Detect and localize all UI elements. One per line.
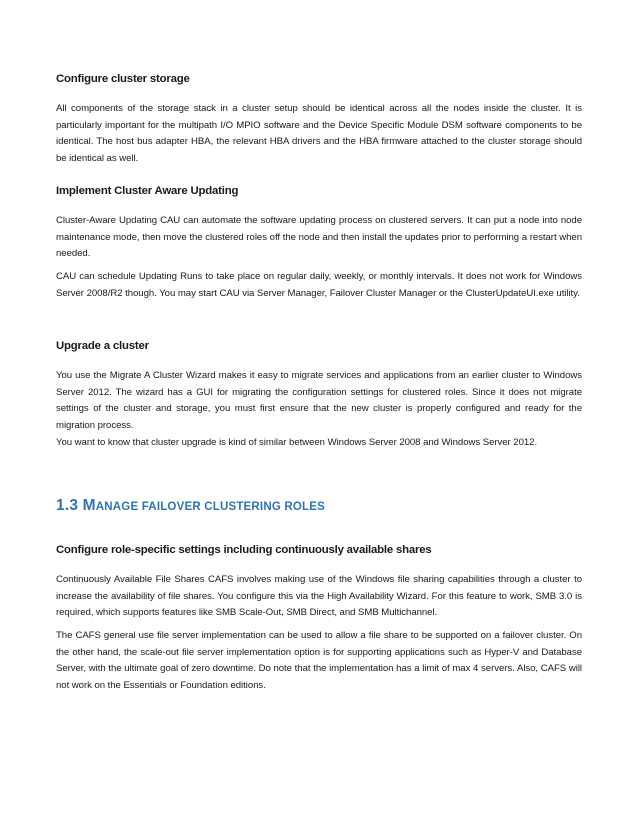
chapter-title xyxy=(56,497,325,515)
chapter-title-initial: M xyxy=(82,497,96,514)
paragraph: Cluster-Aware Updating CAU can automate the software updating process on clustered servers. It can put a node into node maintenance mode, then move the clustered roles off the node and then install the updates prior to performing a restart when needed. xyxy=(56,215,582,259)
paragraph: All components of the storage stack in a cluster setup should be identical across all the nodes inside the cluster. It is particularly important for the multipath I/O MPIO software and the Device Specific Module DSM software components to be identical. The host bus adapter HBA, the relevant HBA drivers and the HBA firmware attached to the cluster storage should be identical as well. xyxy=(56,103,582,164)
chapter-number: 1.3 xyxy=(56,497,79,514)
heading-role-specific-settings: Configure role-specific settings including continuously available shares xyxy=(56,544,432,556)
paragraph: You use the Migrate A Cluster Wizard makes it easy to migrate services and applications from an earlier cluster to Windows Server 2012. The wizard has a GUI for migrating the configuration settings for clustered roles. Since it does not migrate settings of the cluster and storage, you must first ensure that the new cluster is properly configured and ready for the migration process. xyxy=(56,370,582,431)
paragraph: You want to know that cluster upgrade is kind of similar between Windows Server 2008 and Windows Server 2012. xyxy=(56,437,538,448)
chapter-title-rest: ANAGE FAILOVER CLUSTERING ROLES xyxy=(95,501,325,513)
paragraph: The CAFS general use file server implementation can be used to allow a file share to be supported on a failover cluster. On the other hand, the scale-out file server implementation option is for supporting applications such as Hyper-V and Database Server, with the ultimate goal of zero downtime. Do note that the implementation has a limit of max 4 servers. Also, CAFS will not work on the Essentials or Foundation editions. xyxy=(56,630,582,691)
heading-implement-cau: Implement Cluster Aware Updating xyxy=(56,185,239,197)
paragraph: CAU can schedule Updating Runs to take place on regular daily, weekly, or monthly intervals. It does not work for Windows Server 2008/R2 though. You may start CAU via Server Manager, Failover Cluster Manager or the ClusterUpdateUI.exe utility. xyxy=(56,271,582,299)
heading-configure-cluster-storage: Configure cluster storage xyxy=(56,73,190,85)
heading-upgrade-cluster: Upgrade a cluster xyxy=(56,340,149,352)
paragraph: Continuously Available File Shares CAFS involves making use of the Windows file sharing capabilities through a cluster to increase the availability of file shares. You configure this via the High Availability Wizard. For this feature to work, SMB 3.0 is required, which supports features like SMB Scale-Out, SMB Direct, and SMB Multichannel. xyxy=(56,574,582,618)
